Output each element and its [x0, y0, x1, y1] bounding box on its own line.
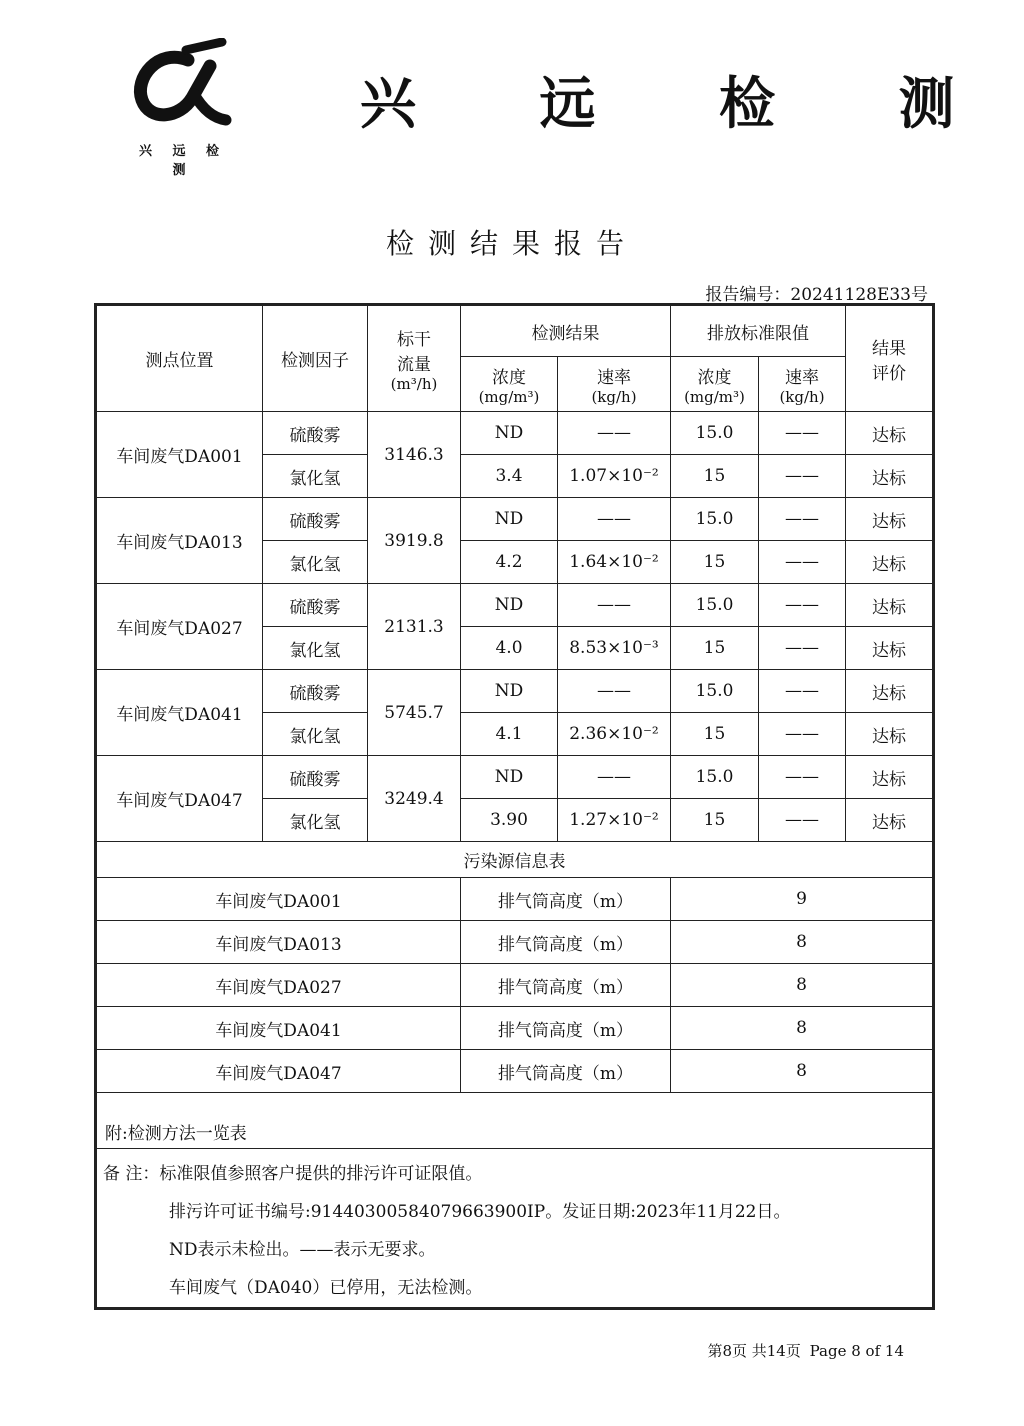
page-footer — [703, 1340, 904, 1361]
source-name-cell: 车间废气DA041 — [96, 1007, 461, 1050]
header-rate-unit: (kg/h) — [591, 387, 637, 406]
rate-cell: —— — [558, 498, 671, 541]
report-number-label: 报告编号： — [705, 285, 791, 305]
eval-cell: 达标 — [846, 541, 934, 584]
header-factor: 检测因子 — [263, 305, 368, 412]
limit-rate-cell: —— — [759, 713, 846, 756]
source-info-row — [96, 921, 934, 964]
eval-cell: 达标 — [846, 713, 934, 756]
limit-rate-cell: —— — [759, 584, 846, 627]
source-item-cell: 排气筒高度（m） — [461, 1007, 671, 1050]
header-conc — [461, 357, 558, 412]
source-name-cell: 车间废气DA013 — [96, 921, 461, 964]
conc-cell: 3.4 — [461, 455, 558, 498]
source-value-cell: 8 — [671, 1050, 934, 1093]
header-rate-label: 速率 — [597, 367, 631, 388]
table-row — [96, 498, 934, 541]
table-row — [96, 584, 934, 627]
notes-line1: 标准限值参照客户提供的排污许可证限值。 — [159, 1164, 483, 1184]
source-value-cell: 9 — [671, 878, 934, 921]
notes-label: 备 注： — [103, 1164, 160, 1184]
conc-cell: 4.1 — [461, 713, 558, 756]
rate-cell: 1.27×10⁻² — [558, 799, 671, 842]
limit-rate-cell: —— — [759, 756, 846, 799]
rate-cell: 8.53×10⁻³ — [558, 627, 671, 670]
location-cell: 车间废气DA001 — [96, 412, 263, 498]
table-row — [96, 756, 934, 799]
limit-conc-cell: 15 — [671, 799, 759, 842]
rate-cell: —— — [558, 756, 671, 799]
eval-cell: 达标 — [846, 627, 934, 670]
source-value-cell: 8 — [671, 964, 934, 1007]
eval-cell: 达标 — [846, 455, 934, 498]
page-number-cn: 第8页 共14页 — [707, 1342, 801, 1360]
source-item-cell: 排气筒高度（m） — [461, 964, 671, 1007]
header-flow-line2: 流量 — [397, 354, 431, 375]
factor-cell: 氯化氢 — [263, 799, 368, 842]
logo-alpha-icon — [128, 38, 238, 138]
eval-cell: 达标 — [846, 584, 934, 627]
conc-cell: 3.90 — [461, 799, 558, 842]
limit-conc-cell: 15.0 — [671, 498, 759, 541]
report-title: 检测结果报告 — [385, 227, 638, 260]
conc-cell: ND — [461, 584, 558, 627]
header-conc-label: 浓度 — [492, 367, 526, 388]
source-info-row — [96, 1050, 934, 1093]
location-cell: 车间废气DA047 — [96, 756, 263, 842]
factor-cell: 硫酸雾 — [263, 756, 368, 799]
limit-conc-cell: 15.0 — [671, 670, 759, 713]
rate-cell: —— — [558, 412, 671, 455]
logo-caption: 兴 远 检 测 — [138, 144, 228, 178]
header-eval-line1: 结果 — [872, 338, 906, 359]
source-value-cell: 8 — [671, 921, 934, 964]
appendix-row — [96, 1093, 934, 1149]
factor-cell: 氯化氢 — [263, 713, 368, 756]
header-result-group: 检测结果 — [461, 305, 671, 357]
header-limit-conc-label: 浓度 — [697, 367, 732, 388]
limit-conc-cell: 15.0 — [671, 412, 759, 455]
header-eval — [846, 305, 934, 412]
header-conc-unit: (mg/m³) — [478, 387, 540, 406]
header-limit-rate-unit: (kg/h) — [779, 387, 825, 406]
limit-rate-cell: —— — [759, 498, 846, 541]
source-name-cell: 车间废气DA027 — [96, 964, 461, 1007]
notes-cell — [96, 1149, 934, 1309]
header-limit-group: 排放标准限值 — [671, 305, 846, 357]
limit-conc-cell: 15.0 — [671, 756, 759, 799]
table-row — [96, 670, 934, 713]
factor-cell: 氯化氢 — [263, 627, 368, 670]
factor-cell: 氯化氢 — [263, 541, 368, 584]
limit-rate-cell: —— — [759, 627, 846, 670]
header-location: 测点位置 — [96, 305, 263, 412]
location-cell: 车间废气DA041 — [96, 670, 263, 756]
flow-cell: 5745.7 — [368, 670, 461, 756]
limit-conc-cell: 15.0 — [671, 584, 759, 627]
factor-cell: 硫酸雾 — [263, 584, 368, 627]
notes-line4: 车间废气（DA040）已停用，无法检测。 — [169, 1278, 483, 1298]
limit-rate-cell: —— — [759, 541, 846, 584]
limit-conc-cell: 15 — [671, 713, 759, 756]
limit-rate-cell: —— — [759, 412, 846, 455]
factor-cell: 硫酸雾 — [263, 498, 368, 541]
flow-cell: 3919.8 — [368, 498, 461, 584]
location-cell: 车间废气DA027 — [96, 584, 263, 670]
company-name: 兴 远 检 测 — [360, 71, 1007, 137]
notes-row — [96, 1149, 934, 1309]
conc-cell: ND — [461, 756, 558, 799]
rate-cell: —— — [558, 584, 671, 627]
source-item-cell: 排气筒高度（m） — [461, 921, 671, 964]
notes-line2: 排污许可证书编号:91440300584079663900IP。发证日期:2023年11月22日。 — [169, 1202, 791, 1222]
source-info-row — [96, 1007, 934, 1050]
limit-conc-cell: 15 — [671, 627, 759, 670]
conc-cell: 4.2 — [461, 541, 558, 584]
rate-cell: —— — [558, 670, 671, 713]
report-number — [705, 280, 928, 305]
header-flow-unit: (m³/h) — [390, 374, 438, 393]
rate-cell: 1.07×10⁻² — [558, 455, 671, 498]
source-item-cell: 排气筒高度（m） — [461, 1050, 671, 1093]
source-info-title: 污染源信息表 — [96, 842, 934, 878]
header-eval-line2: 评价 — [872, 363, 906, 384]
eval-cell: 达标 — [846, 412, 934, 455]
factor-cell: 硫酸雾 — [263, 670, 368, 713]
limit-rate-cell: —— — [759, 799, 846, 842]
eval-cell: 达标 — [846, 799, 934, 842]
results-table — [94, 303, 935, 1310]
conc-cell: ND — [461, 498, 558, 541]
conc-cell: ND — [461, 670, 558, 713]
flow-cell: 2131.3 — [368, 584, 461, 670]
header-rate — [558, 357, 671, 412]
source-item-cell: 排气筒高度（m） — [461, 878, 671, 921]
report-number-value: 20241128E33号 — [790, 285, 928, 305]
header-flow-line1: 标干 — [397, 329, 431, 350]
rate-cell: 2.36×10⁻² — [558, 713, 671, 756]
conc-cell: ND — [461, 412, 558, 455]
notes-line3: ND表示未检出。——表示无要求。 — [169, 1240, 436, 1260]
rate-cell: 1.64×10⁻² — [558, 541, 671, 584]
header-limit-conc — [671, 357, 759, 412]
source-info-title-row — [96, 842, 934, 878]
limit-rate-cell: —— — [759, 670, 846, 713]
factor-cell: 硫酸雾 — [263, 412, 368, 455]
location-cell: 车间废气DA013 — [96, 498, 263, 584]
factor-cell: 氯化氢 — [263, 455, 368, 498]
flow-cell: 3146.3 — [368, 412, 461, 498]
source-value-cell: 8 — [671, 1007, 934, 1050]
limit-conc-cell: 15 — [671, 455, 759, 498]
table-row — [96, 412, 934, 455]
header-flow — [368, 305, 461, 412]
company-logo — [128, 38, 238, 178]
limit-conc-cell: 15 — [671, 541, 759, 584]
source-name-cell: 车间废气DA001 — [96, 878, 461, 921]
eval-cell: 达标 — [846, 498, 934, 541]
source-info-row — [96, 878, 934, 921]
flow-cell: 3249.4 — [368, 756, 461, 842]
header-limit-rate-label: 速率 — [785, 367, 819, 388]
source-name-cell: 车间废气DA047 — [96, 1050, 461, 1093]
limit-rate-cell: —— — [759, 455, 846, 498]
conc-cell: 4.0 — [461, 627, 558, 670]
source-info-row — [96, 964, 934, 1007]
header-limit-conc-unit: (mg/m³) — [684, 387, 745, 406]
eval-cell: 达标 — [846, 756, 934, 799]
eval-cell: 达标 — [846, 670, 934, 713]
appendix-cell: 附:检测方法一览表 — [96, 1093, 934, 1149]
header-limit-rate — [759, 357, 846, 412]
page-number-en: Page 8 of 14 — [809, 1342, 904, 1360]
